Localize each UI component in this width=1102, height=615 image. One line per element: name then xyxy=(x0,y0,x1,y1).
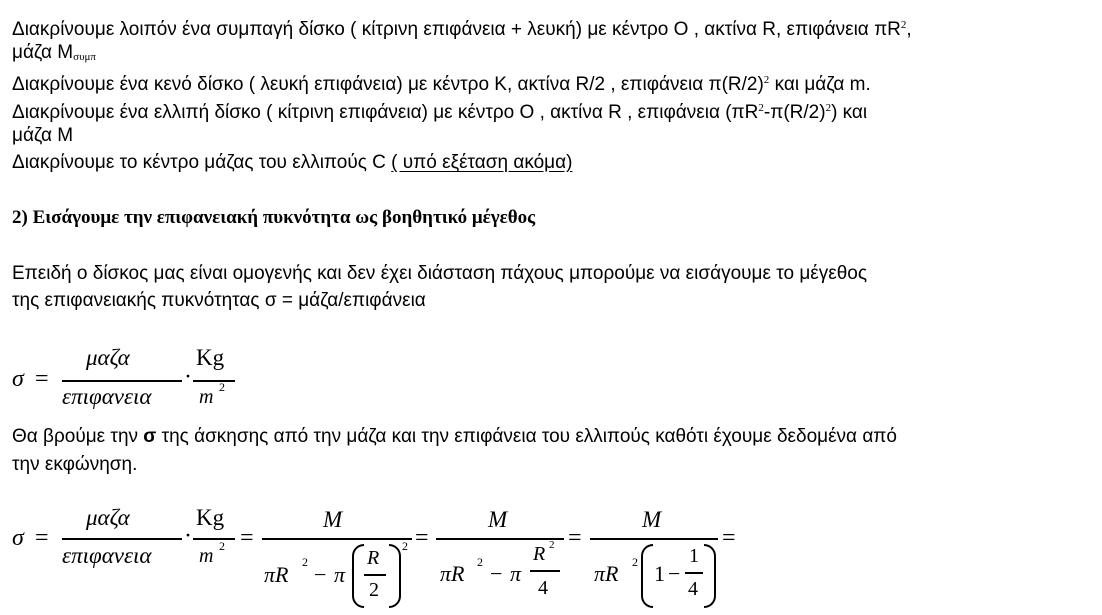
fraction-numerator: M xyxy=(642,507,662,532)
equals-sign: = xyxy=(35,366,49,392)
right-parenthesis xyxy=(389,544,401,608)
inner-fraction-bar xyxy=(364,574,386,576)
equation-density-derivation xyxy=(0,500,760,612)
multiply-dot: · xyxy=(184,523,192,549)
pi-symbol: π xyxy=(510,561,522,586)
fraction-numerator: M xyxy=(323,507,343,532)
sigma-symbol: σ xyxy=(12,366,24,392)
pi-r-term: πR xyxy=(264,562,289,587)
minus-sign: − xyxy=(668,561,681,586)
unit-exponent: 2 xyxy=(219,380,225,394)
equals-sign: = xyxy=(240,525,254,551)
exponent: 2 xyxy=(302,555,308,569)
superscript: 2 xyxy=(758,102,764,114)
text-segment: Διακρίνουμε το κέντρο μάζας του ελλιπούς C xyxy=(12,152,392,173)
section-heading: 2) Εισάγουμε την επιφανειακή πυκνότητα ως βοηθητικό μέγεθος xyxy=(12,207,536,228)
fraction-numerator: M xyxy=(488,507,508,532)
left-parenthesis xyxy=(641,544,653,608)
inner-numerator: R xyxy=(533,543,546,565)
text-line-density-definition xyxy=(12,290,426,312)
text-line-center-of-mass xyxy=(12,152,572,174)
text-segment: -π(R/2) xyxy=(763,102,826,123)
minus-sign: − xyxy=(314,562,327,587)
text-segment: ) και xyxy=(831,102,868,123)
text-segment: Θα βρούμε την xyxy=(12,426,144,447)
unit-numerator: Kg xyxy=(196,505,225,530)
unit-fraction-bar xyxy=(193,538,235,540)
fraction-bar xyxy=(436,538,564,540)
text-segment: και μάζα m. xyxy=(769,74,871,95)
exponent: 2 xyxy=(402,539,408,553)
unit-numerator: Kg xyxy=(196,345,225,370)
superscript: 2 xyxy=(763,74,770,86)
fraction-numerator: μαζα xyxy=(86,505,130,530)
fraction-bar xyxy=(62,538,182,540)
multiply-dot: · xyxy=(184,364,192,390)
right-parenthesis xyxy=(704,544,716,608)
text-segment: Διακρίνουμε ένα ελλιπή δίσκο ( κίτρινη επιφάνεια) με κέντρο Ο , ακτίνα R , επιφάνεια (πR xyxy=(12,102,759,123)
left-parenthesis xyxy=(352,544,364,608)
fraction-denominator: επιφανεια xyxy=(62,543,152,568)
equals-sign: = xyxy=(415,525,429,551)
subscript: συμπ xyxy=(73,51,96,63)
text-line-incomplete-disk xyxy=(12,97,867,124)
text-segment: της άσκησης από την μάζα και την επιφάνεια του ελλιπούς καθότι έχουμε δεδομένα από xyxy=(156,426,897,447)
minus-sign: − xyxy=(490,561,503,586)
exponent: 2 xyxy=(632,555,638,569)
text-segment: μάζα Μ xyxy=(12,42,74,63)
equals-sign: = xyxy=(568,525,582,551)
superscript: 2 xyxy=(900,19,907,31)
inner-denominator: 4 xyxy=(538,577,548,599)
one-digit: 1 xyxy=(654,561,665,586)
text-segment: Επειδή ο δίσκος μας είναι ομογενής και δεν έχει διάσταση πάχους μπορούμε να εισάγουμε το μέγεθος xyxy=(12,263,867,284)
unit-fraction-bar xyxy=(193,380,235,382)
text-line-density-intro xyxy=(12,263,867,285)
text-line-statement xyxy=(12,454,137,476)
fraction-denominator: επιφανεια xyxy=(62,384,152,409)
text-line-incomplete-mass xyxy=(12,125,73,147)
underlined-note: ( υπό εξέταση ακόμα) xyxy=(391,152,573,173)
text-line-solid-mass xyxy=(12,42,96,68)
exponent: 2 xyxy=(549,539,555,551)
unit-exponent: 2 xyxy=(219,539,225,553)
inner-denominator: 2 xyxy=(369,579,379,601)
fraction-numerator: μαζα xyxy=(86,345,130,370)
exponent: 2 xyxy=(477,555,483,569)
inner-numerator: R xyxy=(367,547,380,569)
pi-r-term: πR xyxy=(440,561,465,586)
text-segment: της επιφανειακής πυκνότητας σ = μάζα/επιφάνεια xyxy=(12,290,426,311)
text-segment: την εκφώνηση. xyxy=(12,454,138,475)
unit-denominator: m xyxy=(199,545,214,567)
inner-denominator: 4 xyxy=(688,578,698,600)
superscript: 2 xyxy=(825,102,832,114)
text-line-find-sigma xyxy=(12,426,897,448)
text-line-empty-disk xyxy=(12,69,871,96)
equation-density-definition xyxy=(0,340,260,412)
bold-sigma: σ xyxy=(143,426,157,447)
fraction-bar xyxy=(62,380,182,382)
equals-sign: = xyxy=(35,525,49,551)
equals-sign: = xyxy=(722,525,736,551)
pi-symbol: π xyxy=(334,562,346,587)
text-segment: , xyxy=(906,19,912,40)
sigma-symbol: σ xyxy=(12,525,24,551)
fraction-bar xyxy=(262,538,412,540)
text-segment: Διακρίνουμε ένα κενό δίσκο ( λευκή επιφάνεια) με κέντρο Κ, ακτίνα R/2 , επιφάνεια π(R/2) xyxy=(12,74,764,95)
text-segment: Διακρίνουμε λοιπόν ένα συμπαγή δίσκο ( κίτρινη επιφάνεια + λευκή) με κέντρο Ο , ακτίνα R, επιφάνεια πR xyxy=(12,19,901,40)
unit-denominator: m xyxy=(199,386,214,408)
text-line-solid-disk xyxy=(12,14,912,41)
text-segment: μάζα M xyxy=(12,125,74,146)
inner-fraction-bar xyxy=(685,572,703,574)
pi-r-term: πR xyxy=(594,561,619,586)
fraction-bar xyxy=(590,538,718,540)
inner-fraction-bar xyxy=(530,570,560,572)
inner-numerator: 1 xyxy=(689,545,699,567)
